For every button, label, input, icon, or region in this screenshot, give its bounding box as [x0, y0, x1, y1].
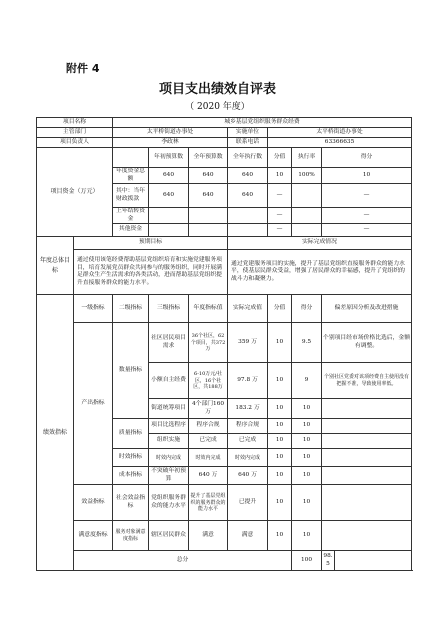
- fund-row-score: —: [268, 224, 292, 237]
- indicator-score: 10: [268, 485, 292, 521]
- fund-row-full: [189, 224, 228, 237]
- fund-row-score: —: [268, 184, 292, 208]
- col-target: 年度指标值: [189, 295, 228, 323]
- fund-row-exec: [228, 208, 268, 224]
- fund-row-score: 10: [268, 168, 292, 184]
- indicator-actual: 满意: [228, 521, 268, 551]
- total-label: 总分: [74, 551, 292, 571]
- indicator-target: 6-10万元/社区，16个社区，共188万: [189, 363, 228, 399]
- indicator-reason: [322, 399, 412, 419]
- page-title: 项目支出绩效自评表: [158, 82, 276, 97]
- indicator-score: 10: [268, 323, 292, 363]
- cost-label: 成本指标: [113, 467, 149, 485]
- indicator-score: 10: [268, 434, 292, 449]
- time-label: 时效指标: [113, 449, 149, 467]
- fund-row-budget: [149, 224, 189, 237]
- indicator-target: 程序合规: [189, 419, 228, 434]
- col-perf-score: 分值: [268, 295, 292, 323]
- indicator-reason: [322, 485, 412, 521]
- indicator-got: 10: [292, 485, 322, 521]
- indicator-got: 10: [292, 399, 322, 419]
- indicator-target: 36个社区，62个项目，共372万: [189, 323, 228, 363]
- indicator-actual: 程序合规: [228, 419, 268, 434]
- indicator-score: 10: [268, 419, 292, 434]
- fund-row-name: 年度资金总额: [113, 168, 149, 184]
- expected-goal-label: 预期目标: [74, 237, 228, 250]
- indicator-target: 4个部门160万: [189, 399, 228, 419]
- quantity-label: 数量指标: [113, 323, 149, 419]
- indicator-score: 10: [268, 449, 292, 467]
- indicator-actual: 640 万: [228, 467, 268, 485]
- indicator-name: 街道统筹项目: [149, 399, 189, 419]
- indicator-name: 时效内完成: [149, 449, 189, 467]
- fund-row-exec: [228, 224, 268, 237]
- phone-label: 联系电话: [228, 138, 268, 148]
- fund-row-budget: 640: [149, 184, 189, 208]
- indicator-got: 10: [292, 434, 322, 449]
- leader-value: 李政林: [113, 138, 228, 148]
- satisfaction-l2-label: 服务对象满意度指标: [113, 521, 149, 551]
- col-full: 全年预算数: [189, 148, 228, 168]
- fund-row-got: —: [322, 224, 412, 237]
- funds-label: 项目资金（万元）: [37, 148, 113, 237]
- indicator-reason: [322, 434, 412, 449]
- col-perf-got: 得分: [292, 295, 322, 323]
- col-exec: 全年执行数: [228, 148, 268, 168]
- indicator-score: 10: [268, 521, 292, 551]
- col-l2: 二级指标: [113, 295, 149, 323]
- col-score: 分值: [268, 148, 292, 168]
- fund-row-full: 640: [189, 168, 228, 184]
- indicator-name: 党组织服务群众的能力水平: [149, 485, 189, 521]
- indicator-got: 10: [292, 449, 322, 467]
- indicator-reason: [322, 419, 412, 434]
- indicator-name: 小额自主经费: [149, 363, 189, 399]
- indicator-target: 时效内完成: [189, 449, 228, 467]
- perf-label: 绩效指标: [37, 295, 74, 571]
- attachment-label: 附件 4: [66, 62, 100, 75]
- fund-row-got: —: [322, 208, 412, 224]
- indicator-name: 组织实施: [149, 434, 189, 449]
- actual-goal-text: 通过党建服务项目的实施，提升了基层党组织直接服务群众的能力水平，使基层民群众受益，增强了居民群众的幸福感，提升了党组织的战斗力和凝聚力。: [228, 250, 412, 295]
- col-actual: 实际完成值: [228, 295, 268, 323]
- goals-label: 年度总体目标: [37, 237, 74, 295]
- indicator-reason: 个别项目经市场价格比选后，金额有调整。: [322, 323, 412, 363]
- impl-value: 太平桥街道办事处: [268, 128, 412, 138]
- effect-label: 效益指标: [74, 485, 113, 521]
- indicator-actual: 359 万: [228, 323, 268, 363]
- fund-row-exec: 640: [228, 184, 268, 208]
- fund-row-budget: [149, 208, 189, 224]
- col-rate: 执行率: [292, 148, 322, 168]
- indicator-target: 已完成: [189, 434, 228, 449]
- phone-value: 63366635: [268, 138, 412, 148]
- indicator-got: 10: [292, 521, 322, 551]
- indicator-reason: [322, 521, 412, 551]
- indicator-reason: [322, 449, 412, 467]
- total-blank: [335, 551, 412, 571]
- indicator-score: 10: [268, 399, 292, 419]
- fund-row-rate: [292, 184, 322, 208]
- evaluation-table: [36, 117, 412, 571]
- col-budget: 年初预算数: [149, 148, 189, 168]
- indicator-reason: 个别社区党委对该项经费自主使用没有把握不准，导致使用率低。: [322, 363, 412, 399]
- output-label: 产出指标: [74, 323, 113, 485]
- indicator-score: 10: [268, 467, 292, 485]
- col-l3: 三级指标: [149, 295, 189, 323]
- indicator-actual: 97.8 万: [228, 363, 268, 399]
- fund-row-exec: 640: [228, 168, 268, 184]
- indicator-score: 10: [268, 363, 292, 399]
- project-name-label: 项目名称: [37, 118, 113, 128]
- indicator-got: 9.5: [292, 323, 322, 363]
- fund-row-score: —: [268, 208, 292, 224]
- indicator-target: 满意: [189, 521, 228, 551]
- indicator-target: 提升了基层党组织的服务群众的能力水平: [189, 485, 228, 521]
- actual-goal-label: 实际完成情况: [228, 237, 412, 250]
- indicator-actual: 已提升: [228, 485, 268, 521]
- expected-goal-text: 通过使用该笔经费帮助基层党组织培育和实施党建服务项目，培育发展党员群众共同参与的服务组织，同时开展满足群众生产生活需求的各类活动，进而帮助基层党组织提升直接服务群众的能力水平。: [74, 250, 228, 295]
- fund-row-rate: 100%: [292, 168, 322, 184]
- indicator-name: 项目比选程序: [149, 419, 189, 434]
- total-score: 100: [292, 551, 322, 571]
- col-got: 得分: [322, 148, 412, 168]
- fund-row-full: 640: [189, 184, 228, 208]
- col-reason: 偏差原因分析及改进措施: [322, 295, 412, 323]
- satisfaction-l1-label: 满意度指标: [74, 521, 113, 551]
- social-label: 社会效益指标: [113, 485, 149, 521]
- project-name: 城乡基层党组织服务群众经费: [113, 118, 412, 128]
- col-l1: 一级指标: [74, 295, 113, 323]
- indicator-name: 社区居民项目需求: [149, 323, 189, 363]
- leader-label: 项目负责人: [37, 138, 113, 148]
- fund-row-full: [189, 208, 228, 224]
- total-got: 98.5: [322, 551, 335, 571]
- indicator-actual: 时效内完成: [228, 449, 268, 467]
- dept-value: 太平桥街道办事处: [113, 128, 228, 138]
- fund-row-got: —: [322, 184, 412, 208]
- impl-label: 实施单位: [228, 128, 268, 138]
- fund-row-rate: [292, 224, 322, 237]
- indicator-actual: 已完成: [228, 434, 268, 449]
- fund-row-got: 10: [322, 168, 412, 184]
- funds-blank-header: [113, 148, 149, 168]
- indicator-reason: [322, 467, 412, 485]
- quality-label: 质量指标: [113, 419, 149, 449]
- fund-row-name: 其他资金: [113, 224, 149, 237]
- indicator-name: 辖区居民群众: [149, 521, 189, 551]
- fund-row-budget: 640: [149, 168, 189, 184]
- indicator-actual: 183.2 万: [228, 399, 268, 419]
- indicator-target: 640 万: [189, 467, 228, 485]
- indicator-got: 10: [292, 467, 322, 485]
- indicator-got: 9: [292, 363, 322, 399]
- year-label: （ 2020 年度）: [185, 102, 250, 112]
- indicator-got: 10: [292, 419, 322, 434]
- fund-row-name: 上年结转资金: [113, 208, 149, 224]
- fund-row-rate: [292, 208, 322, 224]
- dept-label: 主管部门: [37, 128, 113, 138]
- fund-row-name: 其中：当年财政拨款: [113, 184, 149, 208]
- indicator-name: 不突破年初预算: [149, 467, 189, 485]
